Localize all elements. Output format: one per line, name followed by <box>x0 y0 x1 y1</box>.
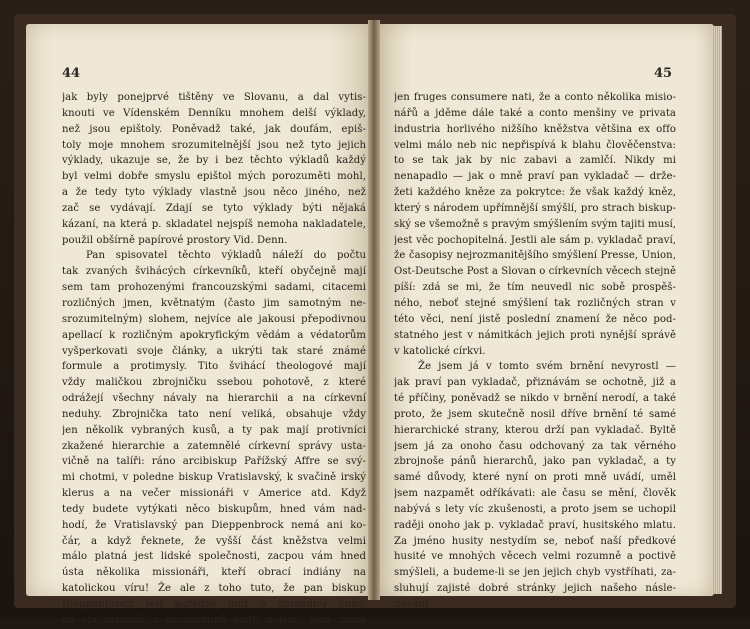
text-line: že časopisy nejrozmanitějšího smýšlení Presse, Union, <box>394 250 676 262</box>
right-page-text <box>394 90 676 613</box>
text-line: vyšperkovati svoje články, a ukrýti tak staré známé <box>62 345 366 357</box>
text-line: samé důvody, které nyní on proti mně uvádí, uměl <box>394 472 676 484</box>
text-line: smýšleli, a budeme-li se jen jejich chyb vystříhati, za- <box>394 567 676 579</box>
text-line: dování. <box>394 599 432 610</box>
left-page-number: 44 <box>62 66 81 81</box>
text-line: toly moje mnohem srozumitelnější jsou než tyto jejich <box>62 139 366 151</box>
right-page-number: 45 <box>654 66 673 81</box>
text-line: žeti každého kněze za pokrytce: že však každý kněz, <box>394 187 676 199</box>
text-line: byl velmi dobře smyslu epištol mých porozuměti mohl, <box>62 171 366 183</box>
text-line: který s národem upřímnější smýšlí, pro strach biskup- <box>394 202 676 214</box>
text-line: nenapadlo — jak o mně praví pan vykladač — drže- <box>394 171 676 183</box>
text-line: mi chotmi, v poledne biskup Vratislavský, k svačině irský <box>62 472 366 484</box>
text-line: Ost-Deutsche Post a Slovan o církevních věcech stejně <box>394 266 676 278</box>
text-line: vždy maličkou zbrojničku ssebou pohotově, z které <box>62 377 366 389</box>
text-line: jsem nazpamět odříkávati: ale času se mění, člověk <box>394 488 676 500</box>
text-line: píší: zdá se mi, že tím neuvedl nic sobě prospěš- <box>394 282 676 294</box>
text-line: hodí, že Vratislavský pan Dieppenbrock nemá ani ko- <box>62 519 366 531</box>
text-line: nabývá s lety víc zkušenosti, a proto jsem se uchopil <box>394 503 676 515</box>
text-line: jest věc pochopitelná. Jestli ale sám p. vykladač praví, <box>394 234 676 246</box>
text-line: rozličných jmen, květnatým (často jim samotným ne- <box>62 297 366 309</box>
text-line: zkažené hierarchie a zatemnělé církevní správy usta- <box>62 440 366 452</box>
text-line: industria horlivého nižšího kněžstva většina ex offo <box>394 123 676 135</box>
text-line: jsem já za onoho času odchovaný za tak věrného <box>394 440 676 452</box>
text-line: málo platná jest lidské společnosti, zacpou vám hned <box>62 551 366 563</box>
text-line: husité ve mnohých věcech velmi rozumně a poctivě <box>394 551 676 563</box>
text-line: té příčiny, poněvadž se nikdo v brnění nerodí, a také <box>394 393 676 405</box>
text-line: formule a protimysly. Tito švihácí theologové mají <box>62 361 366 373</box>
text-line: této věci, není jistě poslední znamení že něco pod- <box>394 313 676 325</box>
text-line: jak praví pan vykladač, přiznávám se ochotně, již a <box>394 377 676 389</box>
text-line: v katolické církvi. <box>394 345 486 357</box>
left-page-text <box>62 90 366 629</box>
text-line: Pan spisovatel těchto výkladů náleží do počtu <box>86 250 366 262</box>
text-line: zač se vydávají. Zdají se tyto výklady býti nějaká <box>62 202 366 214</box>
text-line: zbrojnoše pánů hierarchů, jako pan vykladač, a ty <box>394 456 676 468</box>
text-line: jak byly ponejprvé tištěny ve Slovanu, a dal vytis- <box>62 92 366 103</box>
text-line: sluhují zajisté dobré stránky jejich našeho násle- <box>394 583 676 595</box>
text-line: apellací k rozličným apokryfickým vědám a védatorům <box>62 329 366 341</box>
text-line: ústa několika missionáři, kteří obrací indiány na <box>62 567 366 579</box>
text-line: použil obšírně papírové prostory Vid. Denn. <box>62 234 288 246</box>
text-line: ský se všemožně s pravým smýšlením svým tajiti musí, <box>394 218 676 230</box>
text-line: klerus a na večer missionáři v Americe atd. Když <box>62 488 366 500</box>
text-line: Že jsem já v tomto svém brnění nevyrostl — <box>418 361 676 373</box>
text-line: kázaní, na která p. skladatel nejspíš nemoha nakladatele, <box>62 218 366 230</box>
text-line: sem tam prohozenými francouzskými sadami, citacemi <box>62 282 366 294</box>
text-line: to se tak jak by nic zabavi a zamlčí. Nikdy mi <box>394 155 676 167</box>
text-line: nářů a jděme dále také a conto menšiny ve privata <box>394 107 676 119</box>
page-edges-right <box>712 26 722 594</box>
text-line: statného jest v námitkách jejich proti nynější správě <box>394 329 676 341</box>
text-line: hierarchické strany, kterou drží pan vykladač. Byltě <box>394 424 676 436</box>
text-line: vičně na talíři: ráno arcibiskup Pařížský Affre se svý- <box>62 456 366 468</box>
text-line: Dieppenbrock jest pořádný muž a opravdivý kněz, <box>62 599 366 610</box>
text-line: a že tedy tyto výklady vlastně jsou něco jiného, než <box>62 187 366 199</box>
text-line: na sta biskupů a arcibiskupů jestli nejsou, jsou zhola <box>62 614 366 626</box>
text-line: odrážejí všechny návaly na hierarchii a na církevní <box>62 393 366 405</box>
text-line: čár, a když řeknete, že vyšší část kněžstva velmi <box>62 535 366 547</box>
text-line: raději onoho jak p. vykladač praví, husitského mlatu. <box>394 519 676 531</box>
text-line: katolickou víru! Že ale z toho tuto, že pan biskup <box>62 583 366 595</box>
text-line: Za jméno husity nestydím se, neboť naší předkové <box>394 535 676 547</box>
text-line: knouti ve Vídenském Denníku mnohem delší výklady, <box>62 107 366 119</box>
text-line: proto, že jsem skutečně nosil dříve brnění té samé <box>394 408 676 420</box>
text-line: jen fruges consumere nati, že a conto několika misio- <box>394 92 676 103</box>
text-line: velmi málo neb nic nepřispívá k blahu člověčenstva: <box>394 139 676 151</box>
text-line: než jsou epištoly. Poněvadž také, jak doufám, epiš- <box>62 123 366 135</box>
text-line: srozumitelným) slohem, nejvíce ale jakousi přepodivnou <box>62 313 366 325</box>
text-line: neduhy. Zbrojnička tato není veliká, obsahuje vždy <box>62 408 366 420</box>
book-gutter <box>368 20 380 600</box>
text-line: tedy budete vytýkati něco biskupům, hned vám nad- <box>62 503 366 515</box>
text-line: ného, neboť stejné smýšlení tak rozličných stran v <box>394 297 676 309</box>
text-line: tak zvaných švihácých církevníků, kteří obyčejně mají <box>62 266 366 278</box>
text-line: jen několik vybraných kusů, a ty pak mají protivníci <box>62 424 366 436</box>
text-line: výklady, ukazuje se, že by i bez těchto výkladů každý <box>62 155 366 167</box>
